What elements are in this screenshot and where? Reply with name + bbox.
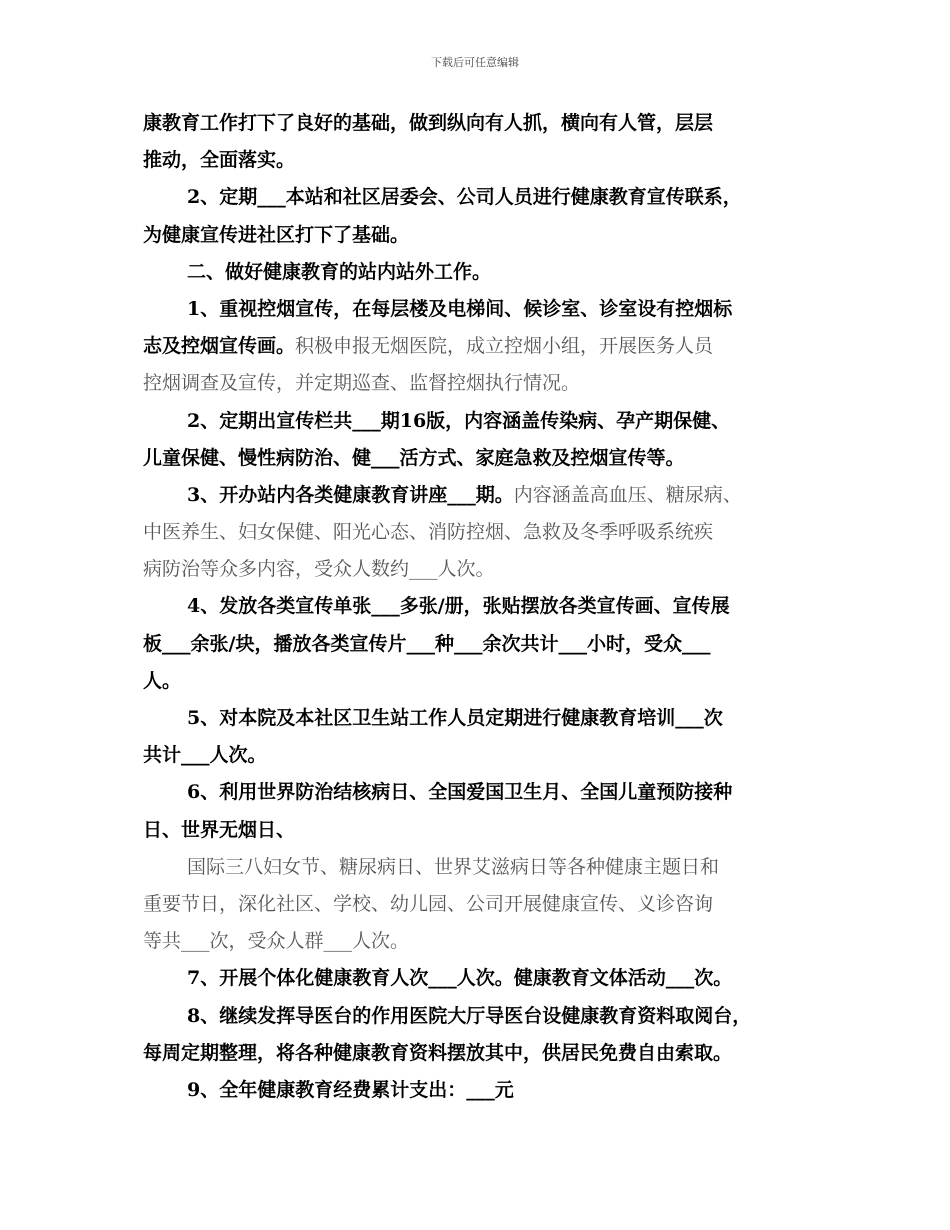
document-body bbox=[143, 105, 813, 1109]
paragraph-line: 板___余张/块，播放各类宣传片___种___余次共计___小时，受众___ bbox=[143, 632, 711, 655]
paragraph-line: 每周定期整理，将各种健康教育资料摆放其中，供居民免费自由索取。 bbox=[143, 1041, 733, 1064]
paragraph-line: 2、定期出宣传栏共___期16版，内容涵盖传染病、孕产期保健、 bbox=[187, 409, 731, 432]
text-span: 3、开办站内各类健康教育讲座___期。 bbox=[187, 483, 514, 506]
paragraph-line: 7、开展个体化健康教育人次___人次。健康教育文体活动___次。 bbox=[187, 967, 733, 990]
paragraph-line: 2、定期___本站和社区居委会、公司人员进行健康教育宣传联系， bbox=[187, 186, 742, 209]
paragraph-line: 重要节日，深化社区、学校、幼儿园、公司开展健康宣传、义诊咨询 bbox=[143, 892, 714, 915]
paragraph-line: 为健康宣传进社区打下了基础。 bbox=[143, 223, 410, 246]
paragraph-line: 5、对本院及本社区卫生站工作人员定期进行健康教育培训___次 bbox=[187, 707, 723, 729]
paragraph-line bbox=[143, 477, 813, 514]
section-heading: 二、做好健康教育的站内站外工作。 bbox=[187, 260, 492, 283]
paragraph-line: 8、继续发挥导医台的作用医院大厅导医台设健康教育资料取阅台， bbox=[187, 1004, 752, 1027]
paragraph-line: 康教育工作打下了良好的基础，做到纵向有人抓，横向有人管，层层 bbox=[143, 112, 714, 134]
paragraph-line: 4、发放各类宣传单张___多张/册，张贴摆放各类宣传画、宣传展 bbox=[187, 595, 730, 618]
text-span: 内容涵盖高血压、糖尿病、 bbox=[513, 483, 742, 506]
paragraph-line: 6、利用世界防治结核病日、全国爱国卫生月、全国儿童预防接种 bbox=[187, 781, 733, 804]
page-header: 下载后可任意编辑 bbox=[431, 56, 519, 69]
text-span: 志及控烟宣传画。 bbox=[143, 335, 296, 358]
paragraph-line: 人。 bbox=[143, 669, 182, 692]
text-span: 积极申报无烟医院，成立控烟小组，开展医务人员 bbox=[295, 335, 714, 358]
paragraph-line: 国际三八妇女节、糖尿病日、世界艾滋病日等各种健康主题日和 bbox=[187, 855, 720, 878]
paragraph-line: 推动，全面落实。 bbox=[143, 149, 296, 172]
paragraph-line: 儿童保健、慢性病防治、健___活方式、家庭急救及控烟宣传等。 bbox=[143, 446, 685, 469]
paragraph-line: 1、重视控烟宣传，在每层楼及电梯间、候诊室、诊室设有控烟标 bbox=[187, 297, 733, 320]
paragraph-line: 中医养生、妇女保健、阳光心态、消防控烟、急救及冬季呼吸系统疾 bbox=[143, 521, 714, 544]
paragraph-line: 控烟调查及宣传，并定期巡查、监督控烟执行情况。 bbox=[143, 372, 581, 395]
paragraph-line: 共计___人次。 bbox=[143, 744, 267, 767]
paragraph-line: 9、全年健康教育经费累计支出：___元 bbox=[187, 1078, 514, 1101]
paragraph-line: 日、世界无烟日、 bbox=[143, 818, 296, 841]
paragraph-line bbox=[143, 328, 813, 365]
paragraph-line: 等共___次，受众人群___人次。 bbox=[143, 930, 410, 953]
paragraph-line: 病防治等众多内容，受众人数约___人次。 bbox=[143, 558, 495, 581]
